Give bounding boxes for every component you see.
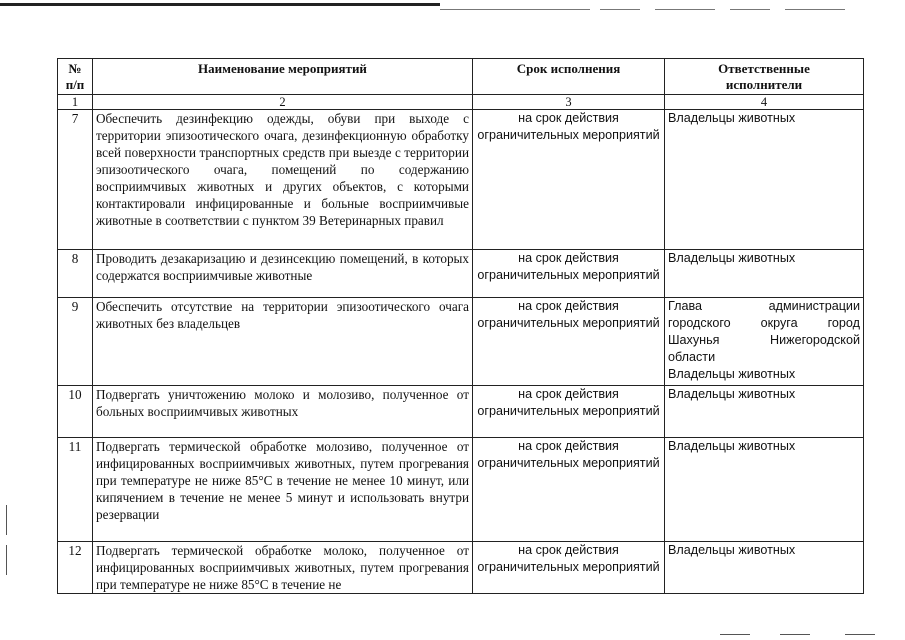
table-row [58,110,864,250]
measure-term: на срок действия ограничительных мероприятий [473,298,665,386]
row-number: 8 [58,250,93,298]
header-num: № п/п [58,59,93,95]
measure-term: на срок действия ограничительных мероприятий [473,110,665,250]
header-term: Срок исполнения [473,59,665,95]
measure-name: Подвергать уничтожению молоко и молозиво, полученное от больных восприимчивых животных [93,386,473,438]
measure-responsible [665,298,864,386]
measure-term: на срок действия ограничительных мероприятий [473,542,665,594]
scan-edge-artifact [0,3,905,7]
table-row [58,542,864,594]
measure-name: Обеспечить дезинфекцию одежды, обуви при выходе с территории эпизоотического очага, дезинфекционную обработку всей поверхности транспортных средств при выезде с территории эпизоотического очага, помещений по содержанию восприимчивых животных и других объектов, с которыми контактировали инфицированные и больные восприимчивые животные в соответствии с пунктом 39 Ветеринарных правил [93,110,473,250]
measure-responsible: Владельцы животных [665,250,864,298]
scan-bottom-mark [845,634,875,635]
column-index: 1 [58,95,93,110]
measure-name: Проводить дезакаризацию и дезинсекцию помещений, в которых содержатся восприимчивые животные [93,250,473,298]
header-row [58,59,864,95]
header-name: Наименование мероприятий [93,59,473,95]
row-number: 12 [58,542,93,594]
measure-term: на срок действия ограничительных мероприятий [473,250,665,298]
row-number: 7 [58,110,93,250]
row-number: 9 [58,298,93,386]
table-row [58,438,864,542]
measures-table [57,58,864,594]
column-index-row [58,95,864,110]
measure-term: на срок действия ограничительных мероприятий [473,386,665,438]
measure-responsible: Владельцы животных [665,542,864,594]
measure-term: на срок действия ограничительных мероприятий [473,438,665,542]
measure-responsible: Владельцы животных [665,438,864,542]
scan-margin-mark [6,545,7,575]
column-index: 2 [93,95,473,110]
measure-responsible: Владельцы животных [665,110,864,250]
measure-responsible: Владельцы животных [665,386,864,438]
scan-bottom-mark [780,634,810,635]
scan-margin-mark [6,505,7,535]
measure-name: Подвергать термической обработке молоко, полученное от инфицированных восприимчивых животных, путем прогревания при температуре не ниже 85°С в течение не [93,542,473,594]
responsible-owners: Владельцы животных [668,367,796,381]
table-row [58,298,864,386]
table-row [58,386,864,438]
row-number: 10 [58,386,93,438]
measure-name: Обеспечить отсутствие на территории эпизоотического очага животных без владельцев [93,298,473,386]
row-number: 11 [58,438,93,542]
measure-name: Подвергать термической обработке молозиво, полученное от инфицированных восприимчивых животных, путем прогревания при температуре не ниже 85°С в течение не менее 10 минут, или кипячением в течение не менее 5 минут и использовать внутри резервации [93,438,473,542]
header-resp: Ответственные исполнители [665,59,864,95]
scan-bottom-mark [720,634,750,635]
responsible-admin: Глава администрации городского округа город Шахунья Нижегородской области [668,299,860,364]
table-row [58,250,864,298]
column-index: 3 [473,95,665,110]
column-index: 4 [665,95,864,110]
